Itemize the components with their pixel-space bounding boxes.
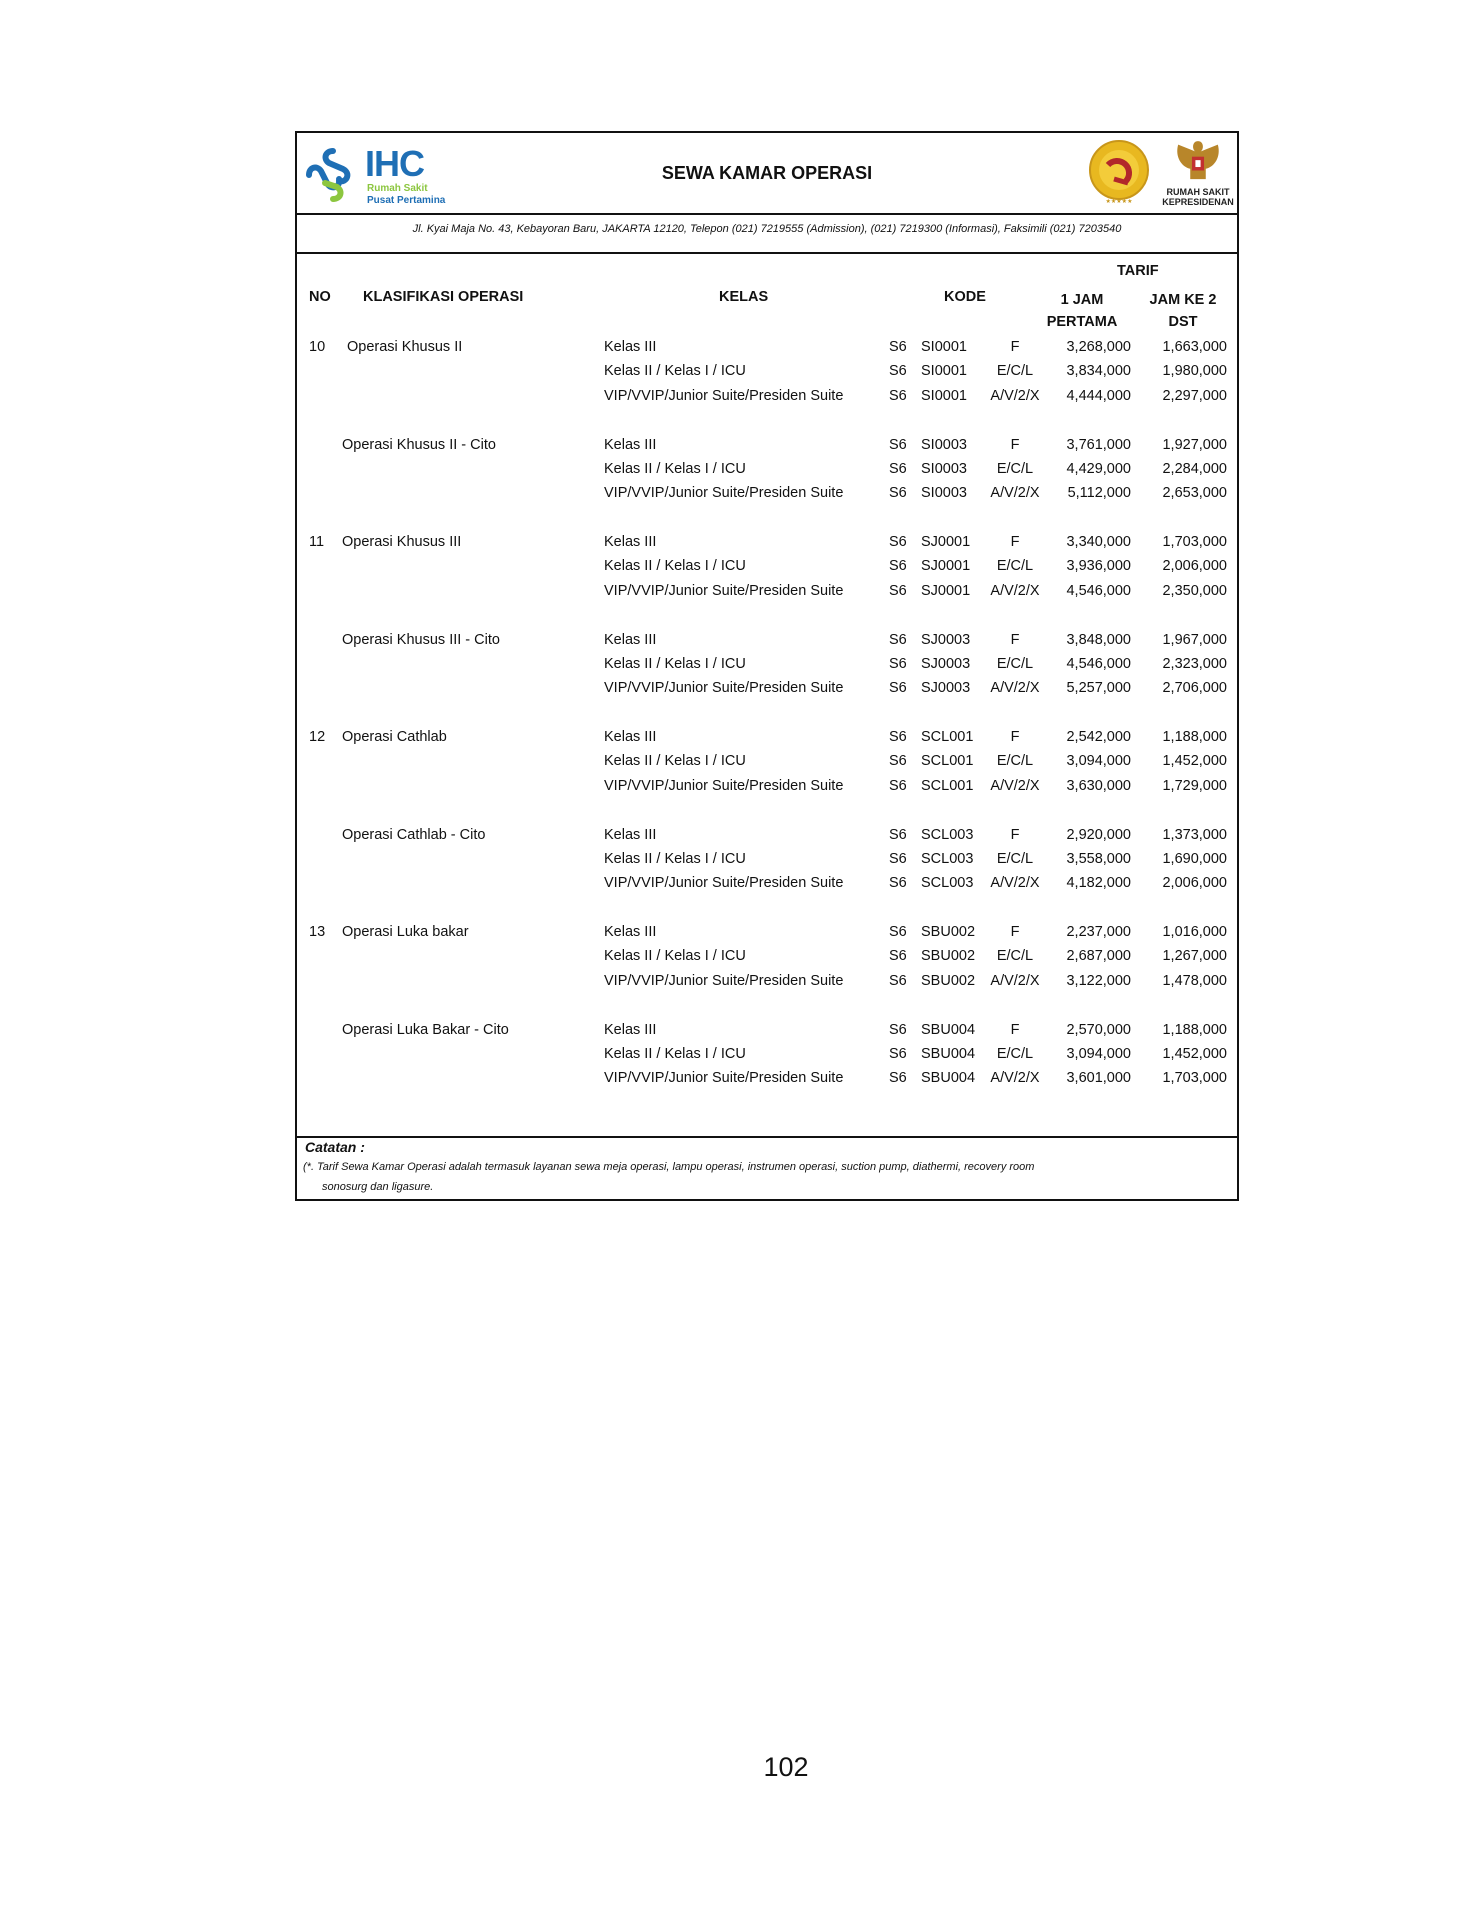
operation-name: Operasi Khusus II - Cito (342, 436, 496, 453)
class-letter-cell: E/C/L (996, 753, 1034, 770)
tarif-jamke2-cell: 1,927,000 (1162, 436, 1227, 453)
group-code-cell: S6 (889, 1070, 907, 1087)
group-code-cell: S6 (889, 777, 907, 794)
group-code-cell: S6 (889, 460, 907, 477)
class-letter-cell: F (1010, 631, 1020, 648)
accreditation-seal (1086, 139, 1152, 210)
kode-cell: SJ0003 (921, 655, 971, 672)
note-line-1: (*. Tarif Sewa Kamar Operasi adalah termasuk layanan sewa meja operasi, lampu operasi, instrumen operasi, suction pump, diathermi, recovery room (303, 1161, 1035, 1173)
kode-cell: SJ0001 (921, 534, 971, 550)
col-header-jamke2: JAM KE 2 (1149, 292, 1217, 308)
document-title: SEWA KAMAR OPERASI (661, 163, 873, 183)
class-letter-cell: E/C/L (996, 655, 1034, 672)
col-header-kelas: KELAS (719, 289, 769, 305)
kelas-cell: Kelas III (604, 924, 657, 940)
group-code-cell: S6 (889, 875, 907, 892)
tarif-jamke2-cell: 1,690,000 (1162, 850, 1227, 867)
class-letter-cell: E/C/L (996, 1045, 1034, 1062)
operation-name: Operasi Khusus III - Cito (342, 631, 500, 648)
tarif-1jam-cell: 2,920,000 (1066, 826, 1131, 843)
tarif-1jam-cell: 2,570,000 (1066, 1021, 1131, 1038)
tarif-jamke2-cell: 1,452,000 (1162, 753, 1227, 770)
tarif-jamke2-cell: 1,016,000 (1162, 924, 1227, 940)
kode-cell: SBU002 (921, 948, 976, 965)
col-header-klasifikasi: KLASIFIKASI OPERASI (363, 289, 524, 305)
kode-cell: SCL003 (921, 850, 974, 867)
group-code-cell: S6 (889, 753, 907, 770)
group-code-cell: S6 (889, 1021, 907, 1038)
operation-name: Operasi Cathlab - Cito (342, 826, 486, 843)
operation-name: Operasi Khusus III (342, 534, 462, 550)
group-code-cell: S6 (889, 729, 907, 745)
class-letter-cell: E/C/L (996, 558, 1034, 575)
tarif-1jam-cell: 3,601,000 (1066, 1070, 1131, 1087)
garuda-emblem (1173, 136, 1223, 191)
kelas-cell: Kelas III (604, 534, 657, 550)
tarif-jamke2-cell: 2,350,000 (1162, 582, 1227, 599)
tarif-1jam-cell: 4,444,000 (1066, 387, 1131, 404)
tarif-jamke2-cell: 2,006,000 (1162, 875, 1227, 892)
tarif-1jam-cell: 3,268,000 (1066, 339, 1131, 355)
tarif-1jam-cell: 3,936,000 (1066, 558, 1131, 575)
group-code-cell: S6 (889, 582, 907, 599)
tarif-jamke2-cell: 2,323,000 (1162, 655, 1227, 672)
footer-divider (297, 1136, 1237, 1138)
tarif-1jam-cell: 4,182,000 (1066, 875, 1131, 892)
tarif-jamke2-cell: 1,188,000 (1162, 1021, 1227, 1038)
group-code-cell: S6 (889, 826, 907, 843)
kelas-cell: Kelas II / Kelas I / ICU (604, 655, 746, 672)
col-header-tarif: TARIF (1117, 263, 1159, 279)
kelas-cell: Kelas III (604, 631, 657, 648)
class-letter-cell: A/V/2/X (990, 777, 1040, 794)
accreditation-seal-icon (1086, 139, 1152, 205)
logo-text: IHC (365, 143, 424, 184)
kode-cell: SCL001 (921, 777, 974, 794)
tarif-jamke2-cell: 2,706,000 (1162, 680, 1227, 697)
tarif-1jam-cell: 4,546,000 (1066, 582, 1131, 599)
class-letter-cell: A/V/2/X (990, 582, 1040, 599)
class-letter-cell: A/V/2/X (990, 387, 1040, 404)
col-header-1jam: 1 JAM (1060, 292, 1104, 308)
group-code-cell: S6 (889, 924, 907, 940)
tarif-1jam-cell: 3,094,000 (1066, 1045, 1131, 1062)
note-line-2: sonosurg dan ligasure. (322, 1181, 434, 1193)
kode-cell: SI0003 (921, 460, 967, 477)
kode-cell: SCL003 (921, 875, 974, 892)
kode-cell: SBU002 (921, 924, 976, 940)
class-letter-cell: A/V/2/X (990, 680, 1040, 697)
kode-cell: SJ0003 (921, 680, 971, 697)
kode-cell: SI0001 (921, 339, 967, 355)
group-code-cell: S6 (889, 631, 907, 648)
kelas-cell: Kelas III (604, 826, 657, 843)
group-code-cell: S6 (889, 436, 907, 453)
kode-cell: SBU004 (921, 1045, 976, 1062)
kelas-cell: Kelas III (604, 339, 657, 355)
tarif-1jam-cell: 3,558,000 (1066, 850, 1131, 867)
tarif-1jam-cell: 5,112,000 (1067, 485, 1131, 502)
tarif-1jam-cell: 3,094,000 (1066, 753, 1131, 770)
kelas-cell: Kelas II / Kelas I / ICU (604, 363, 746, 380)
group-code-cell: S6 (889, 680, 907, 697)
kelas-cell: VIP/VVIP/Junior Suite/Presiden Suite (604, 875, 844, 892)
group-number: 12 (309, 729, 326, 745)
class-letter-cell: F (1010, 924, 1020, 940)
tarif-1jam-cell: 3,761,000 (1066, 436, 1131, 453)
tarif-1jam-cell: 2,687,000 (1066, 948, 1131, 965)
class-letter-cell: F (1010, 826, 1020, 843)
kelas-cell: Kelas II / Kelas I / ICU (604, 1045, 746, 1062)
group-code-cell: S6 (889, 363, 907, 380)
catatan-label: Catatan : (305, 1139, 365, 1155)
kelas-cell: Kelas II / Kelas I / ICU (604, 460, 746, 477)
group-code-cell: S6 (889, 850, 907, 867)
class-letter-cell: F (1010, 339, 1020, 355)
group-code-cell: S6 (889, 1045, 907, 1062)
group-code-cell: S6 (889, 972, 907, 989)
kode-cell: SCL001 (921, 753, 974, 770)
tarif-jamke2-cell: 1,729,000 (1162, 777, 1227, 794)
tarif-1jam-cell: 4,429,000 (1066, 460, 1131, 477)
tarif-jamke2-cell: 1,452,000 (1162, 1045, 1227, 1062)
class-letter-cell: F (1010, 1021, 1020, 1038)
tarif-jamke2-cell: 1,478,000 (1162, 972, 1227, 989)
tarif-1jam-cell: 3,122,000 (1066, 972, 1131, 989)
svg-text:★★★★★: ★★★★★ (1105, 199, 1133, 205)
kelas-cell: VIP/VVIP/Junior Suite/Presiden Suite (604, 485, 844, 502)
kode-cell: SBU004 (921, 1021, 976, 1038)
class-letter-cell: F (1010, 436, 1020, 453)
class-letter-cell: A/V/2/X (990, 1070, 1040, 1087)
class-letter-cell: E/C/L (996, 363, 1034, 380)
tarif-jamke2-cell: 1,663,000 (1162, 339, 1227, 355)
header-divider (297, 213, 1237, 215)
tarif-jamke2-cell: 1,373,000 (1162, 826, 1227, 843)
kelas-cell: VIP/VVIP/Junior Suite/Presiden Suite (604, 1070, 844, 1087)
page-number: 102 (763, 1752, 809, 1782)
hospital-address: Jl. Kyai Maja No. 43, Kebayoran Baru, JAKARTA 12120, Telepon (021) 7219555 (Admission), (021) 7219300 (Informasi), Faksimili (021) 7203540 (412, 223, 1122, 235)
tarif-1jam-cell: 2,542,000 (1066, 729, 1131, 745)
kelas-cell: Kelas III (604, 729, 657, 745)
tarif-jamke2-cell: 1,188,000 (1162, 729, 1227, 745)
class-letter-cell: E/C/L (996, 948, 1034, 965)
tarif-1jam-cell: 3,630,000 (1066, 777, 1131, 794)
tarif-jamke2-cell: 2,006,000 (1162, 558, 1227, 575)
kode-cell: SBU002 (921, 972, 976, 989)
kelas-cell: VIP/VVIP/Junior Suite/Presiden Suite (604, 680, 844, 697)
emblem-caption: RUMAH SAKIT KEPRESIDENAN (1162, 187, 1234, 207)
operation-name: Operasi Khusus II (347, 339, 463, 355)
group-code-cell: S6 (889, 534, 907, 550)
tarif-1jam-cell: 4,546,000 (1066, 655, 1131, 672)
class-letter-cell: E/C/L (996, 460, 1034, 477)
col-header-pertama: PERTAMA (1046, 314, 1118, 330)
tarif-1jam-cell: 3,848,000 (1066, 631, 1131, 648)
col-header-dst: DST (1168, 314, 1198, 330)
tarif-jamke2-cell: 1,267,000 (1162, 948, 1227, 965)
group-number: 11 (309, 534, 325, 550)
logo-subtitle-1: Rumah Sakit (367, 183, 428, 194)
operation-name: Operasi Luka Bakar - Cito (342, 1021, 509, 1038)
kelas-cell: Kelas II / Kelas I / ICU (604, 850, 746, 867)
garuda-emblem-icon (1173, 136, 1223, 186)
class-letter-cell: A/V/2/X (990, 972, 1040, 989)
kelas-cell: Kelas II / Kelas I / ICU (604, 558, 746, 575)
group-number: 10 (309, 339, 326, 355)
kode-cell: SBU004 (921, 1070, 976, 1087)
group-code-cell: S6 (889, 558, 907, 575)
tarif-1jam-cell: 2,237,000 (1066, 924, 1131, 940)
tarif-jamke2-cell: 1,703,000 (1162, 1070, 1227, 1087)
tarif-jamke2-cell: 1,703,000 (1162, 534, 1227, 550)
kelas-cell: VIP/VVIP/Junior Suite/Presiden Suite (604, 387, 844, 404)
group-code-cell: S6 (889, 485, 907, 502)
operation-name: Operasi Luka bakar (342, 924, 469, 940)
tarif-1jam-cell: 5,257,000 (1066, 680, 1131, 697)
class-letter-cell: E/C/L (996, 850, 1034, 867)
kode-cell: SI0001 (921, 387, 967, 404)
kode-cell: SI0003 (921, 436, 967, 453)
kelas-cell: Kelas II / Kelas I / ICU (604, 753, 746, 770)
operation-name: Operasi Cathlab (342, 729, 447, 745)
group-code-cell: S6 (889, 387, 907, 404)
tarif-jamke2-cell: 2,284,000 (1162, 460, 1227, 477)
col-header-kode: KODE (944, 289, 986, 305)
class-letter-cell: F (1010, 534, 1020, 550)
group-number: 13 (309, 924, 326, 940)
group-code-cell: S6 (889, 339, 907, 355)
kelas-cell: Kelas III (604, 436, 657, 453)
col-header-no: NO (309, 289, 331, 305)
tarif-1jam-cell: 3,340,000 (1066, 534, 1131, 550)
class-letter-cell: F (1010, 729, 1020, 745)
kelas-cell: VIP/VVIP/Junior Suite/Presiden Suite (604, 582, 844, 599)
class-letter-cell: A/V/2/X (990, 485, 1040, 502)
kode-cell: SI0003 (921, 485, 967, 502)
address-divider (297, 252, 1237, 254)
kode-cell: SCL003 (921, 826, 974, 843)
group-code-cell: S6 (889, 655, 907, 672)
kelas-cell: VIP/VVIP/Junior Suite/Presiden Suite (604, 777, 844, 794)
kode-cell: SJ0003 (921, 631, 971, 648)
tarif-jamke2-cell: 2,297,000 (1162, 387, 1227, 404)
tarif-jamke2-cell: 2,653,000 (1162, 485, 1227, 502)
group-code-cell: S6 (889, 948, 907, 965)
kelas-cell: Kelas III (604, 1021, 657, 1038)
tarif-jamke2-cell: 1,980,000 (1162, 363, 1227, 380)
tarif-1jam-cell: 3,834,000 (1066, 363, 1131, 380)
kelas-cell: VIP/VVIP/Junior Suite/Presiden Suite (604, 972, 844, 989)
logo-subtitle-2: Pusat Pertamina (367, 195, 446, 206)
kode-cell: SJ0001 (921, 558, 971, 575)
kode-cell: SCL001 (921, 729, 974, 745)
tariff-document (295, 131, 1239, 1201)
class-letter-cell: A/V/2/X (990, 875, 1040, 892)
tarif-jamke2-cell: 1,967,000 (1162, 631, 1227, 648)
kode-cell: SJ0001 (921, 582, 971, 599)
kode-cell: SI0001 (921, 363, 967, 380)
kelas-cell: Kelas II / Kelas I / ICU (604, 948, 746, 965)
